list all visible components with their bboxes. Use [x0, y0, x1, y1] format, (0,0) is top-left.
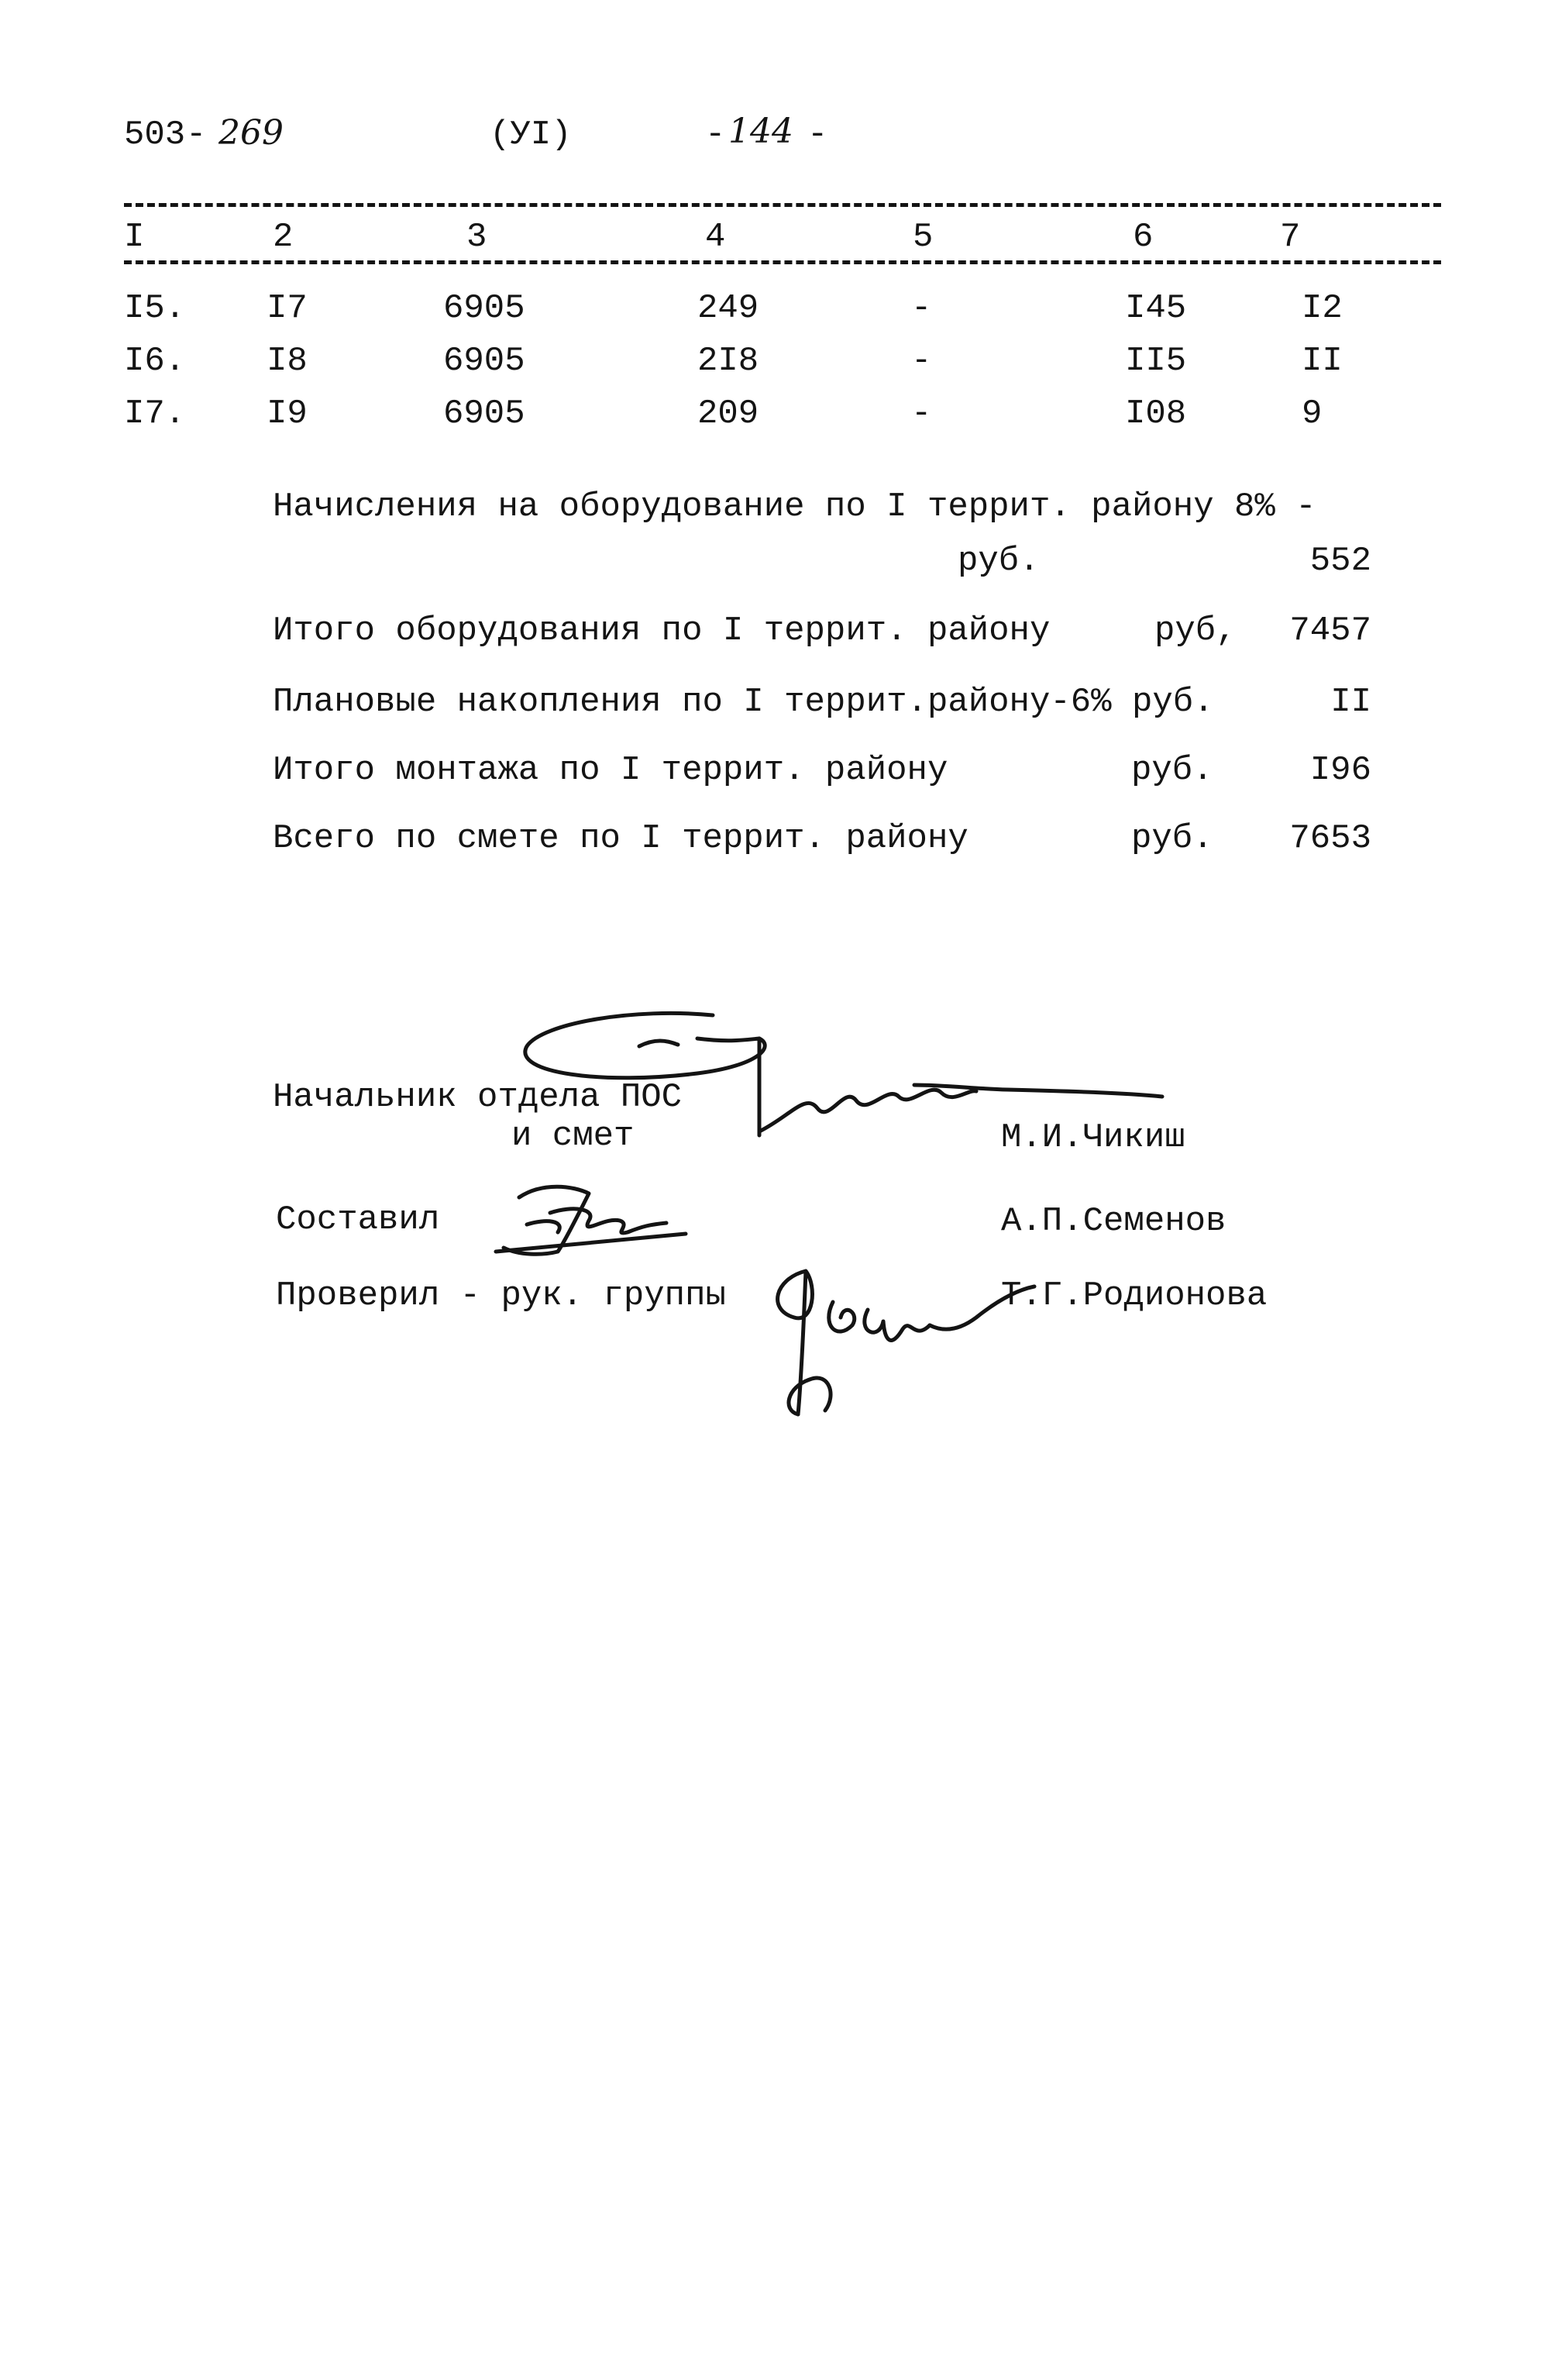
equipment-total-value: 7457: [1289, 611, 1371, 650]
table-cell: 6905: [443, 289, 525, 328]
table-cell: 6905: [443, 342, 525, 381]
head-title-line1: Начальник отдела ПОС: [273, 1078, 683, 1117]
table-cell: I08: [1125, 394, 1187, 433]
table-cell: I9: [267, 394, 308, 433]
table-cell: 9: [1302, 394, 1323, 433]
table-header-rule: [124, 260, 1441, 264]
compiled-signature: [473, 1178, 705, 1263]
checked-label: Проверил - рук. группы: [276, 1276, 726, 1315]
table-cell: -: [911, 394, 932, 433]
column-header: 5: [913, 218, 934, 257]
estimate-total-value: 7653: [1289, 819, 1371, 858]
table-cell: 2I8: [697, 342, 759, 381]
equipment-total-unit: руб,: [1154, 611, 1237, 650]
table-top-rule: [124, 203, 1441, 207]
column-header: 3: [466, 218, 487, 257]
column-header: I: [124, 218, 145, 257]
installation-total-value: I96: [1309, 751, 1371, 790]
column-header: 2: [273, 218, 294, 257]
installation-total-unit: руб.: [1131, 751, 1213, 790]
section-label: (УI): [490, 115, 572, 154]
planned-savings-line: Плановые накопления по I террит.району-6% руб.: [273, 683, 1214, 722]
table-cell: II: [1302, 342, 1343, 381]
accrual-value: 552: [1309, 542, 1371, 580]
table-cell: -: [911, 342, 932, 381]
compiled-name: А.П.Семенов: [1001, 1202, 1226, 1241]
page-number-handwritten: 144: [728, 112, 793, 151]
estimate-total-line: Всего по смете по I террит. району: [273, 819, 968, 858]
compiled-label: Составил: [276, 1200, 440, 1239]
table-cell: I7: [267, 289, 308, 328]
row-number: I6.: [124, 342, 186, 381]
page-dash-left: -: [705, 115, 726, 154]
table-cell: I8: [267, 342, 308, 381]
head-name: М.И.Чикиш: [1001, 1118, 1185, 1157]
checked-signature: [767, 1255, 1061, 1426]
column-header: 7: [1280, 218, 1301, 257]
equipment-total-line: Итого оборудования по I террит. району: [273, 611, 1051, 650]
sheet-handwritten-number: 269: [218, 113, 284, 153]
head-title-line2: и смет: [511, 1117, 635, 1156]
estimate-total-unit: руб.: [1131, 819, 1213, 858]
column-header: 6: [1133, 218, 1154, 257]
table-cell: II5: [1125, 342, 1187, 381]
table-cell: 209: [697, 394, 759, 433]
row-number: I7.: [124, 394, 186, 433]
sheet-number: 503: [124, 115, 186, 154]
checked-name: Т.Г.Родионова: [1001, 1276, 1268, 1315]
column-header: 4: [705, 218, 726, 257]
table-cell: -: [911, 289, 932, 328]
installation-total-line: Итого монтажа по I террит. району: [273, 751, 948, 790]
row-number: I5.: [124, 289, 186, 328]
accrual-line: Начисления на оборудование по I террит. району 8% -: [273, 487, 1316, 526]
page-dash-right: -: [807, 115, 828, 154]
table-cell: 249: [697, 289, 759, 328]
accrual-unit: руб.: [958, 542, 1040, 580]
table-cell: 6905: [443, 394, 525, 433]
table-cell: I2: [1302, 289, 1343, 328]
sheet-dash: -: [186, 115, 207, 154]
head-signature: [465, 1000, 1178, 1139]
planned-savings-value: II: [1330, 683, 1371, 722]
table-cell: I45: [1125, 289, 1187, 328]
